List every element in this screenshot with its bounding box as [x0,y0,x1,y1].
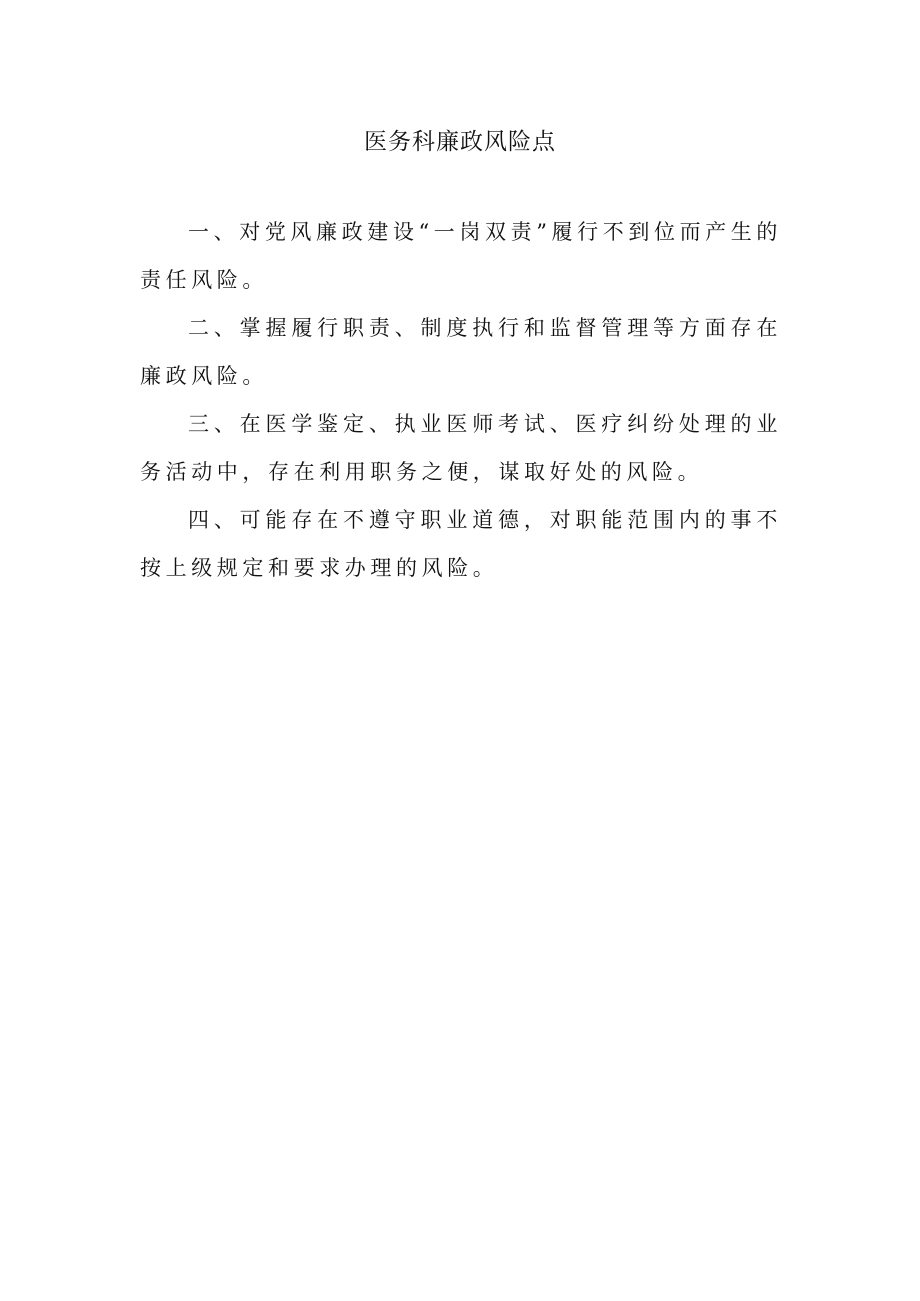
document-body [140,208,782,592]
risk-point-3: 三、在医学鉴定、执业医师考试、医疗纠纷处理的业务活动中，存在利用职务之便，谋取好处的风险。 [140,412,782,484]
document-title: 医务科廉政风险点 [364,129,556,155]
risk-point-4: 四、可能存在不遵守职业道德，对职能范围内的事不按上级规定和要求办理的风险。 [140,508,782,580]
risk-point-2: 二、掌握履行职责、制度执行和监督管理等方面存在廉政风险。 [140,316,782,388]
risk-point-1: 一、对党风廉政建设“一岗双责”履行不到位而产生的责任风险。 [140,220,782,292]
